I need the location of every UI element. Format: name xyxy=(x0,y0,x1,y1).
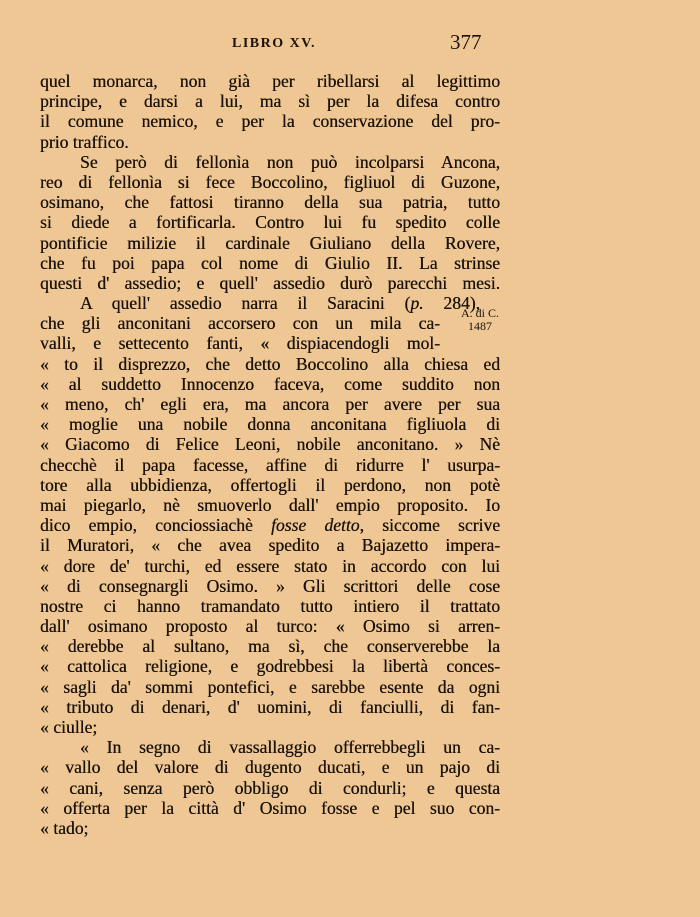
text-line xyxy=(40,556,500,576)
text-line xyxy=(40,475,500,495)
line-text: « ciulle; xyxy=(40,717,98,737)
line-text: nostre ci hanno tramandato tutto intiero il trattato xyxy=(40,595,500,616)
text-line xyxy=(40,798,500,818)
text-line xyxy=(40,152,500,172)
line-text: checchè il papa facesse, affine di ridurre l' usurpa- xyxy=(40,454,500,475)
text-line xyxy=(40,71,500,91)
line-text: che fu poi papa col nome di Giulio II. La strinse xyxy=(40,252,500,273)
line-text: principe, e darsi a lui, ma sì per la difesa contro xyxy=(40,91,500,112)
line-text: « meno, ch' egli era, ma ancora per avere per sua xyxy=(40,394,500,414)
text-line xyxy=(40,374,500,394)
text-line xyxy=(40,273,500,293)
italic-text: p. xyxy=(410,293,424,314)
line-text: tore alla ubbidienza, offertogli il perdono, non potè xyxy=(40,474,500,495)
text-line xyxy=(40,737,500,757)
text-line xyxy=(40,394,500,414)
line-text: dall' osimano proposto al turco: « Osimo si arren- xyxy=(40,616,500,637)
text-line xyxy=(40,132,500,152)
text-line xyxy=(40,717,500,737)
line-text: « cattolica religione, e godrebbesi la libertà conces- xyxy=(40,656,500,677)
text-line xyxy=(40,293,480,313)
text-line xyxy=(40,434,500,454)
line-text: valli, e settecento fanti, « dispiacendogli mol- xyxy=(40,333,440,354)
page-number: 377 xyxy=(450,30,482,54)
text-line xyxy=(40,172,500,192)
text-line xyxy=(40,233,500,253)
text-line xyxy=(40,818,500,838)
text-line xyxy=(40,576,500,596)
line-text: A quell' assedio narra il Saracini ( xyxy=(80,293,411,314)
line-text: « tributo di denari, d' uomini, di fanciulli, di fan- xyxy=(40,696,500,717)
line-text: pontificie milizie il cardinale Giuliano della Rovere, xyxy=(40,232,500,253)
italic-text: fosse detto xyxy=(270,515,360,536)
margin-note-year: 1487 xyxy=(468,319,492,333)
text-line xyxy=(40,414,500,434)
line-text: questi d' assedio; e quell' assedio durò parecchi mesi. xyxy=(40,272,500,293)
line-text: « al suddetto Innocenzo faceva, come suddito non xyxy=(40,373,500,394)
line-text: reo di fellonìa si fece Boccolino, figliuol di Guzone, xyxy=(40,171,500,192)
text-line xyxy=(40,192,500,212)
margin-note-label: A. di C. xyxy=(460,306,499,320)
text-line xyxy=(40,495,500,515)
line-text: Se però di fellonìa non può incolparsi Ancona, xyxy=(80,151,500,172)
line-text: « sagli da' sommi pontefici, e sarebbe esente da ogni xyxy=(40,676,500,697)
line-text: mai piegarlo, nè smuoverlo dall' empio proposito. Io xyxy=(40,494,500,515)
text-line xyxy=(40,354,500,374)
line-text: 284), xyxy=(423,293,480,314)
line-text: prio traffico. xyxy=(40,131,129,152)
text-line xyxy=(40,111,500,131)
text-line xyxy=(40,91,500,111)
text-line xyxy=(40,515,500,535)
line-text: quel monarca, non già per ribellarsi al legittimo xyxy=(40,71,500,91)
text-line xyxy=(40,616,500,636)
text-line xyxy=(40,212,500,232)
text-line xyxy=(40,253,500,273)
line-text: « In segno di vassallaggio offerrebbegli un ca- xyxy=(80,737,500,758)
text-line xyxy=(40,596,500,616)
line-text: , siccome scrive xyxy=(359,515,500,536)
line-text: « dore de' turchi, ed essere stato in accordo con lui xyxy=(40,555,500,576)
text-line xyxy=(40,313,440,333)
line-text: il Muratori, « che avea spedito a Bajazetto impera- xyxy=(40,535,500,556)
text-line xyxy=(40,677,500,697)
text-line xyxy=(40,757,500,777)
line-text: « derebbe al sultano, ma sì, che conserverebbe la xyxy=(40,636,500,657)
line-text: dico empio, conciossiachè xyxy=(40,515,271,536)
line-text: « tado; xyxy=(40,817,89,838)
line-text: « offerta per la città d' Osimo fosse e pel suo con- xyxy=(40,797,500,818)
line-text: « di consegnargli Osimo. » Gli scrittori delle cose xyxy=(40,575,500,596)
text-line xyxy=(40,636,500,656)
text-line xyxy=(40,697,500,717)
text-line xyxy=(40,778,500,798)
text-line xyxy=(40,333,440,353)
line-text: « vallo del valore di dugento ducati, e un pajo di xyxy=(40,757,500,778)
body-text xyxy=(40,71,500,838)
line-text: « to il disprezzo, che detto Boccolino alla chiesa ed xyxy=(40,353,500,374)
line-text: osimano, che fattosi tiranno della sua patria, tutto xyxy=(40,192,500,213)
text-line xyxy=(40,455,500,475)
running-title: LIBRO XV. xyxy=(232,36,317,51)
line-text: il comune nemico, e per la conservazione del pro- xyxy=(40,111,500,132)
line-text: si diede a fortificarla. Contro lui fu spedito colle xyxy=(40,212,500,233)
line-text: che gli anconitani accorsero con un mila ca- xyxy=(40,313,440,334)
text-line xyxy=(40,535,500,555)
line-text: « moglie una nobile donna anconitana figliuola di xyxy=(40,414,500,435)
text-line xyxy=(40,656,500,676)
line-text: « cani, senza però obbligo di condurli; e questa xyxy=(40,777,500,798)
line-text: « Giacomo di Felice Leoni, nobile anconitano. » Nè xyxy=(40,434,500,455)
